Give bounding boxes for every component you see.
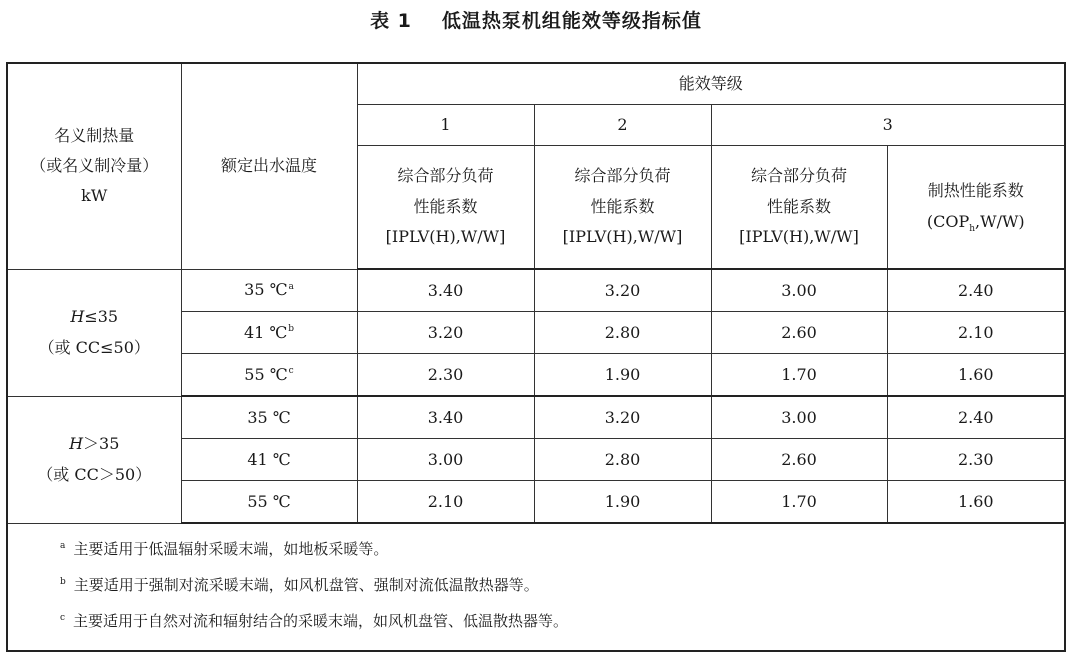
value-cell: 2.40: [887, 396, 1065, 439]
value-cell: 2.80: [534, 312, 711, 354]
value-cell: 3.40: [357, 269, 534, 312]
value-cell: 1.90: [534, 481, 711, 524]
header-efficiency-grade: 能效等级: [357, 63, 1065, 105]
group-label-h-le-35: H≤35 （或 CC≤50）: [7, 269, 181, 396]
value-cell: 3.00: [711, 396, 887, 439]
table-number: 表 1: [370, 10, 412, 32]
header-cop-level-3: 制热性能系数 $(COP_h,W/W)$: [887, 146, 1065, 270]
efficiency-table: [6, 62, 1066, 652]
temp-cell: 35 ℃$^a$: [181, 269, 357, 312]
note-b: $^b$ 主要适用于强制对流采暖末端，如风机盘管、强制对流低温散热器等。: [60, 576, 539, 594]
value-cell: 1.60: [887, 354, 1065, 397]
value-cell: 1.90: [534, 354, 711, 397]
temp-cell: 35 ℃: [181, 396, 357, 439]
temp-cell: 41 ℃: [181, 439, 357, 481]
header-iplv-level-3: 综合部分负荷 性能系数 [IPLV(H),W/W]: [711, 146, 887, 270]
note-a: $^a$ 主要适用于低温辐射采暖末端，如地板采暖等。: [60, 540, 389, 558]
group-label-h-gt-35: H＞35 （或 CC＞50）: [7, 396, 181, 523]
value-cell: 2.30: [357, 354, 534, 397]
value-cell: 3.20: [357, 312, 534, 354]
header-iplv-level-2: 综合部分负荷 性能系数 [IPLV(H),W/W]: [534, 146, 711, 270]
temp-cell: 55 ℃: [181, 481, 357, 524]
table-title: [0, 6, 1072, 33]
value-cell: 3.20: [534, 396, 711, 439]
value-cell: 3.20: [534, 269, 711, 312]
table-notes: [7, 523, 1065, 651]
value-cell: 1.60: [887, 481, 1065, 524]
header-level-1: 1: [357, 105, 534, 146]
value-cell: 3.40: [357, 396, 534, 439]
value-cell: 2.30: [887, 439, 1065, 481]
header-level-2: 2: [534, 105, 711, 146]
header-iplv-level-1: 综合部分负荷 性能系数 [IPLV(H),W/W]: [357, 146, 534, 270]
value-cell: 2.60: [711, 439, 887, 481]
value-cell: 1.70: [711, 481, 887, 524]
value-cell: 2.60: [711, 312, 887, 354]
temp-cell: 41 ℃$^b$: [181, 312, 357, 354]
value-cell: 3.00: [711, 269, 887, 312]
table-caption: 低温热泵机组能效等级指标值: [441, 10, 702, 32]
value-cell: 2.10: [887, 312, 1065, 354]
temp-cell: 55 ℃$^c$: [181, 354, 357, 397]
value-cell: 2.40: [887, 269, 1065, 312]
header-capacity: 名义制热量 （或名义制冷量） kW: [7, 63, 181, 269]
value-cell: 2.80: [534, 439, 711, 481]
value-cell: 3.00: [357, 439, 534, 481]
note-c: $^c$ 主要适用于自然对流和辐射结合的采暖末端，如风机盘管、低温散热器等。: [60, 612, 569, 630]
value-cell: 1.70: [711, 354, 887, 397]
header-temperature: 额定出水温度: [181, 63, 357, 269]
value-cell: 2.10: [357, 481, 534, 524]
header-level-3: 3: [711, 105, 1065, 146]
